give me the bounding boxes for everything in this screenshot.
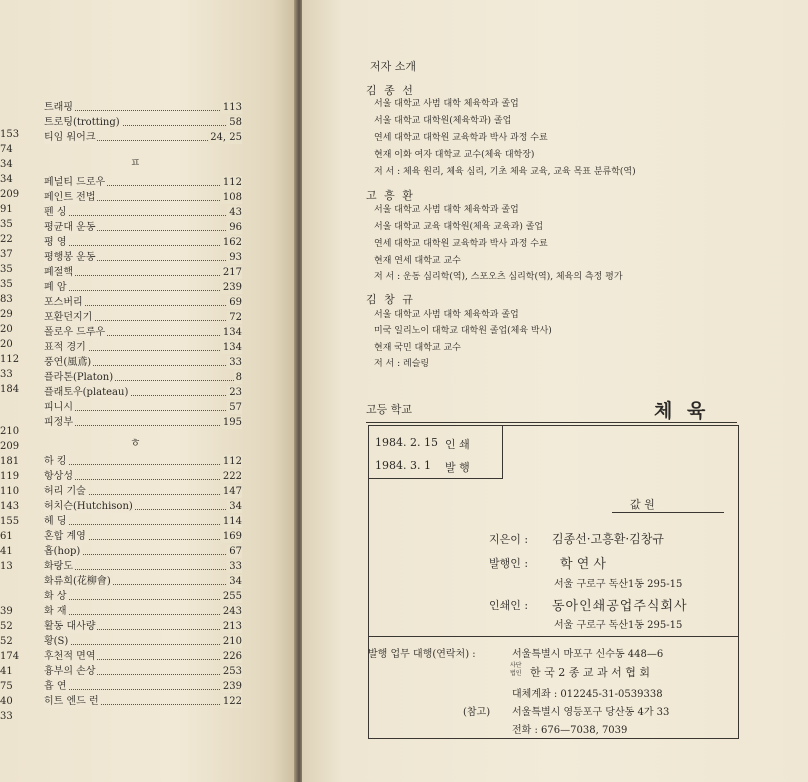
index-entry-page: 253 <box>222 666 242 677</box>
index-entry-label: 트래핑 <box>44 102 73 113</box>
index-entry-label: 황(S) <box>44 636 69 647</box>
index-entry-page: 222 <box>222 471 242 482</box>
right-page-colophon <box>302 0 808 782</box>
index-entry <box>0 296 296 309</box>
index-entry <box>0 470 296 483</box>
left-margin-page-number: 40 <box>0 696 13 707</box>
index-entry-page: 147 <box>222 486 242 497</box>
index-entry <box>0 221 296 234</box>
publish-date: 1984. 3. 1 <box>375 459 431 472</box>
index-entry-page: 195 <box>222 417 242 428</box>
index-entry-page: 67 <box>229 546 242 557</box>
left-margin-page-number: 41 <box>0 666 13 677</box>
printer-address: 서울 구로구 독산1동 295-15 <box>554 620 683 631</box>
leader-dots <box>44 281 242 291</box>
corp-small-1: 사단 <box>510 662 522 669</box>
left-margin-page-number: 83 <box>0 294 13 305</box>
index-entry <box>0 560 296 573</box>
author-2-line-1: 서울 대학교 사범 대학 체육학과 졸업 <box>374 205 519 215</box>
index-entry <box>0 251 296 264</box>
index-entry <box>0 545 296 558</box>
index-entry <box>0 416 296 429</box>
index-entry <box>0 590 296 603</box>
left-margin-page-number: 209 <box>0 441 20 452</box>
book-title: 체 육 <box>654 400 710 422</box>
section-heading-pi: ㅍ <box>130 156 141 169</box>
index-entry-page: 108 <box>222 192 242 203</box>
index-entry-page: 169 <box>222 531 242 542</box>
left-margin-page-number: 52 <box>0 636 13 647</box>
agent-organization: 한 국 2 종 교 과 서 협 회 <box>530 666 650 679</box>
index-entry <box>0 455 296 468</box>
index-entry-label: 풍연(風鳶) <box>44 357 92 368</box>
index-entry-page: 210 <box>222 636 242 647</box>
author-intro-heading: 저자 소개 <box>370 60 417 73</box>
index-entry-label: 피정부 <box>44 417 73 428</box>
left-margin-page-number: 29 <box>0 309 13 320</box>
index-entry-page: 96 <box>229 222 242 233</box>
author-1-line-2: 서울 대학교 대학원(체육학과) 졸업 <box>374 116 512 126</box>
author-2-line-4: 현재 연세 대학교 교수 <box>374 256 461 266</box>
left-margin-page-number: 153 <box>0 129 20 140</box>
left-page-index <box>0 0 296 782</box>
bank-account: 대체계좌 : 012245-31-0539338 <box>512 689 663 700</box>
index-entry <box>0 311 296 324</box>
leader-dots <box>44 635 242 645</box>
index-entry <box>0 575 296 588</box>
index-entry-page: 243 <box>222 606 242 617</box>
index-entry-page: 122 <box>222 696 242 707</box>
index-entry <box>0 695 296 708</box>
date-box-bottom <box>368 478 503 479</box>
corp-small-2: 법인 <box>510 670 522 677</box>
index-entry <box>0 650 296 663</box>
left-margin-page-number: 41 <box>0 546 13 557</box>
left-margin-page-number: 34 <box>0 159 13 170</box>
index-entry-label: 표적 경기 <box>44 342 86 353</box>
author-name-3: 김 창 규 <box>366 293 415 306</box>
index-entry-label: 플라톤(Platon) <box>44 372 114 383</box>
index-entry-label: 포스버리 <box>44 297 83 308</box>
price-underline <box>612 512 724 513</box>
publisher-value: 학 연 사 <box>560 557 606 572</box>
agent-label: 발행 업무 대행(연락처) : <box>368 649 476 660</box>
index-entry <box>0 356 296 369</box>
index-entry <box>0 236 296 249</box>
index-entry-label: 하 킹 <box>44 456 67 467</box>
publisher-label: 발행인 : <box>489 557 529 570</box>
index-entry-label: 혼합 계영 <box>44 531 86 542</box>
author-3-line-4: 저 서 : 레슬링 <box>374 359 430 369</box>
leader-dots <box>44 680 242 690</box>
printer-label: 인쇄인 : <box>489 599 529 612</box>
authors-label: 지은이 : <box>489 533 529 546</box>
leader-dots <box>44 515 242 525</box>
author-2-line-2: 서울 대학교 교육 대학원(체육 교육과) 졸업 <box>374 222 544 232</box>
index-entry <box>0 515 296 528</box>
index-entry-page: 58 <box>229 117 242 128</box>
index-entry-label: 폐 암 <box>44 282 67 293</box>
index-entry-label: 흡 연 <box>44 681 67 692</box>
index-entry-label: 평행봉 운동 <box>44 252 96 263</box>
index-entry <box>0 635 296 648</box>
index-entry-label: 후천적 면역 <box>44 651 96 662</box>
index-entry-label: 티임 워어크 <box>44 132 96 143</box>
index-entry-page: 112 <box>222 177 242 188</box>
index-entry <box>0 281 296 294</box>
index-entry <box>0 191 296 204</box>
colophon-divider <box>368 636 738 637</box>
section-heading-hi: ㅎ <box>130 436 141 449</box>
index-entry-label: 히트 엔드 런 <box>44 696 99 707</box>
author-2-line-5: 저 서 : 운동 심리학(역), 스포오츠 심리학(역), 체육의 측정 평가 <box>374 272 623 282</box>
course-level: 고등 학교 <box>366 403 413 416</box>
author-1-line-4: 현재 이화 여자 대학교 교수(체육 대학장) <box>374 150 535 160</box>
index-entry-page: 8 <box>235 372 242 383</box>
index-entry-label: 화랑도 <box>44 561 73 572</box>
index-entry-label: 화류희(花柳會) <box>44 576 111 587</box>
index-entry-page: 23 <box>229 387 242 398</box>
index-entry-page: 114 <box>222 516 242 527</box>
index-entry-page: 239 <box>222 282 242 293</box>
left-margin-page-number: 181 <box>0 456 20 467</box>
authors-value: 김종선·고흥환·김창규 <box>552 532 664 546</box>
left-margin-page-number: 34 <box>0 174 13 185</box>
left-margin-page-number: 75 <box>0 681 13 692</box>
index-entry-label: 화 재 <box>44 606 67 617</box>
left-margin-page-number: 184 <box>0 384 20 395</box>
left-margin-page-number: 33 <box>0 711 13 722</box>
index-entry-label: 포환던지기 <box>44 312 93 323</box>
index-entry <box>0 101 296 114</box>
leader-dots <box>44 455 242 465</box>
index-entry <box>0 500 296 513</box>
author-3-line-2: 미국 일리노이 대학교 대학원 졸업(체육 박사) <box>374 326 552 336</box>
left-margin-page-number: 110 <box>0 486 20 497</box>
author-1-line-5: 저 서 : 체육 원리, 체육 심리, 기초 체육 교육, 교육 목표 분류학(역) <box>374 167 636 177</box>
index-entry-page: 69 <box>229 297 242 308</box>
left-margin-page-number: 35 <box>0 279 13 290</box>
agent-address: 서울특별시 마포구 신수동 448—6 <box>512 649 664 660</box>
left-margin-page-number: 155 <box>0 516 20 527</box>
index-entry-page: 24, 25 <box>210 132 242 143</box>
index-entry-label: 활동 대사량 <box>44 621 96 632</box>
index-entry <box>0 326 296 339</box>
index-entry <box>0 266 296 279</box>
leader-dots <box>44 206 242 216</box>
index-entry-page: 57 <box>229 402 242 413</box>
left-margin-page-number: 33 <box>0 369 13 380</box>
left-margin-page-number: 210 <box>0 426 20 437</box>
index-entry <box>0 665 296 678</box>
left-margin-page-number: 61 <box>0 531 13 542</box>
index-entry-label: 페인트 전법 <box>44 192 96 203</box>
index-entry-page: 213 <box>222 621 242 632</box>
index-entry-page: 134 <box>222 342 242 353</box>
index-entry-label: 화 상 <box>44 591 67 602</box>
index-entry-page: 239 <box>222 681 242 692</box>
printer-value: 동아인쇄공업주식회사 <box>552 599 688 614</box>
left-margin-page-number: 13 <box>0 561 13 572</box>
index-entry <box>0 386 296 399</box>
index-entry <box>0 620 296 633</box>
left-margin-page-number: 35 <box>0 219 13 230</box>
index-entry-page: 113 <box>222 102 242 113</box>
index-entry <box>0 605 296 618</box>
index-entry-label: 평균대 운동 <box>44 222 96 233</box>
date-box-divider <box>502 425 503 478</box>
left-margin-page-number: 37 <box>0 249 13 260</box>
index-entry-label: 페널티 드로우 <box>44 177 106 188</box>
reference-label: (참고) <box>463 707 491 718</box>
left-margin-page-number: 22 <box>0 234 13 245</box>
index-entry <box>0 206 296 219</box>
index-entry-page: 112 <box>222 456 242 467</box>
left-margin-page-number: 52 <box>0 621 13 632</box>
price-label: 값 원 <box>630 498 655 511</box>
index-entry-label: 홉(hop) <box>44 546 81 557</box>
index-entry-page: 34 <box>229 576 242 587</box>
index-entry <box>0 485 296 498</box>
author-3-line-1: 서울 대학교 사범 대학 체육학과 졸업 <box>374 310 519 320</box>
phone-number: 전화 : 676—7038, 7039 <box>512 725 628 736</box>
left-margin-page-number: 209 <box>0 189 20 200</box>
index-entry-page: 33 <box>229 561 242 572</box>
index-entry <box>0 680 296 693</box>
index-entry-label: 평 영 <box>44 237 67 248</box>
left-margin-page-number: 119 <box>0 471 20 482</box>
index-entry-page: 43 <box>229 207 242 218</box>
index-entry-label: 폐절핵 <box>44 267 73 278</box>
index-entry-label: 항상성 <box>44 471 73 482</box>
index-entry <box>0 401 296 414</box>
author-name-1: 김 종 선 <box>366 84 415 97</box>
author-2-line-3: 연세 대학교 대학원 교육학과 박사 과정 수료 <box>374 239 548 249</box>
leader-dots <box>44 605 242 615</box>
index-entry-label: 흉부의 손상 <box>44 666 96 677</box>
index-entry-page: 226 <box>222 651 242 662</box>
left-margin-page-number: 91 <box>0 204 13 215</box>
index-entry <box>0 116 296 129</box>
left-margin-page-number: 20 <box>0 324 13 335</box>
left-margin-page-number: 112 <box>0 354 20 365</box>
left-margin-page-number: 39 <box>0 606 13 617</box>
index-entry-label: 트로팅(trotting) <box>44 117 120 128</box>
publish-label: 발 행 <box>445 461 470 474</box>
index-entry-page: 217 <box>222 267 242 278</box>
leader-dots <box>44 236 242 246</box>
index-entry <box>0 341 296 354</box>
index-entry-page: 72 <box>229 312 242 323</box>
index-entry-page: 33 <box>229 357 242 368</box>
index-entry <box>0 371 296 384</box>
author-3-line-3: 현재 국민 대학교 교수 <box>374 343 461 353</box>
index-entry-label: 폴로우 드루우 <box>44 327 106 338</box>
index-entry <box>0 131 296 144</box>
publisher-address: 서울 구로구 독산1동 295-15 <box>554 579 683 590</box>
index-entry-label: 허치슨(Hutchison) <box>44 501 133 512</box>
author-name-2: 고 흥 환 <box>366 189 415 202</box>
index-entry-page: 34 <box>229 501 242 512</box>
author-1-line-3: 연세 대학교 대학원 교육학과 박사 과정 수료 <box>374 133 548 143</box>
title-rule <box>366 422 737 423</box>
print-label: 인 쇄 <box>445 438 470 451</box>
index-entry-page: 255 <box>222 591 242 602</box>
left-margin-page-number: 143 <box>0 501 20 512</box>
index-entry <box>0 530 296 543</box>
index-entry-label: 헤 딩 <box>44 516 67 527</box>
left-margin-page-number: 174 <box>0 651 20 662</box>
index-entry-label: 피니시 <box>44 402 73 413</box>
index-entry-page: 162 <box>222 237 242 248</box>
author-1-line-1: 서울 대학교 사범 대학 체육학과 졸업 <box>374 99 519 109</box>
index-entry-page: 93 <box>229 252 242 263</box>
index-entry-label: 플래토우(plateau) <box>44 387 129 398</box>
reference-address: 서울특별시 영등포구 당산동 4가 33 <box>512 707 670 718</box>
print-date: 1984. 2. 15 <box>375 436 438 449</box>
left-margin-page-number: 74 <box>0 144 13 155</box>
index-entry-label: 펜 싱 <box>44 207 67 218</box>
index-entry-label: 허리 기술 <box>44 486 86 497</box>
index-entry-page: 134 <box>222 327 242 338</box>
index-entry <box>0 176 296 189</box>
left-margin-page-number: 20 <box>0 339 13 350</box>
left-margin-page-number: 35 <box>0 264 13 275</box>
leader-dots <box>44 590 242 600</box>
